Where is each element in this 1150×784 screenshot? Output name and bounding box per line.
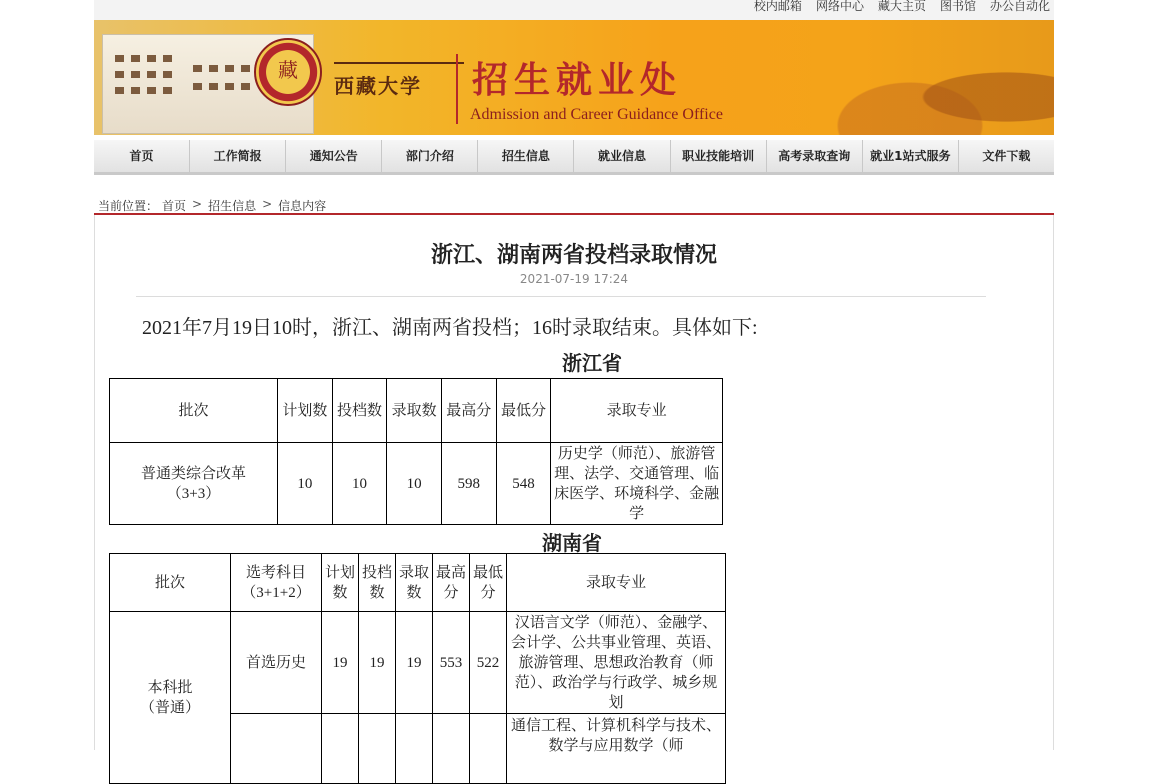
table-cell [396, 714, 433, 784]
table-header: 批次 [110, 379, 278, 443]
link-library[interactable]: 图书馆 [939, 0, 976, 13]
zhejiang-heading: 浙江省 [562, 351, 622, 375]
breadcrumb-admission-info[interactable]: 招生信息 [208, 199, 257, 213]
link-network-center[interactable]: 网络中心 [815, 0, 864, 13]
article-date: 2021-07-19 17:24 [519, 272, 629, 286]
link-university-home[interactable]: 藏大主页 [877, 0, 926, 13]
table-cell [322, 714, 359, 784]
table-cell-batch: 本科批（普通） [110, 612, 231, 784]
table-header: 选考科目（3+1+2） [231, 554, 322, 612]
table-header: 计划数 [322, 554, 359, 612]
table-cell [470, 714, 507, 784]
table-header: 最低分 [496, 379, 551, 443]
table-cell: 10 [278, 443, 333, 525]
table-header: 录取数 [387, 379, 442, 443]
nav-home[interactable]: 首页 [94, 140, 190, 172]
main-nav [94, 140, 1054, 175]
hunan-table [109, 553, 726, 784]
table-cell: 首选历史 [231, 612, 322, 714]
table-cell [433, 714, 470, 784]
table-cell: 19 [359, 612, 396, 714]
table-header: 录取专业 [507, 554, 726, 612]
table-header: 投档数 [332, 379, 387, 443]
link-campus-mail[interactable]: 校内邮箱 [753, 0, 802, 13]
top-utility-bar [94, 0, 1054, 20]
table-cell: 通信工程、计算机科学与技术、数学与应用数学（师 [507, 714, 726, 784]
nav-vocational-training[interactable]: 职业技能培训 [671, 140, 767, 172]
breadcrumb-separator: > [262, 197, 273, 211]
university-name: 西藏大学 [334, 74, 422, 98]
table-cell: 10 [387, 443, 442, 525]
office-title: 招生就业处 [472, 59, 683, 101]
nav-department-intro[interactable]: 部门介绍 [382, 140, 478, 172]
link-office-automation[interactable]: 办公自动化 [989, 0, 1050, 13]
breadcrumb-home[interactable]: 首页 [162, 199, 187, 213]
university-seal-logo: 藏 [254, 38, 322, 106]
breadcrumb-label: 当前位置： [98, 199, 159, 213]
table-header: 投档数 [359, 554, 396, 612]
table-cell: 548 [496, 443, 551, 525]
title-divider [456, 54, 458, 124]
table-header: 录取数 [396, 554, 433, 612]
nav-admission-query[interactable]: 高考录取查询 [767, 140, 863, 172]
title-divider-line [136, 296, 986, 297]
table-cell: 553 [433, 612, 470, 714]
article-intro: 2021年7月19日10时，浙江、湖南两省投档；16时录取结束。具体如下: [142, 317, 758, 339]
table-header: 最高分 [441, 379, 496, 443]
table-cell [231, 714, 322, 784]
hunan-heading: 湖南省 [542, 531, 602, 555]
table-header: 批次 [110, 554, 231, 612]
table-header: 录取专业 [551, 379, 723, 443]
table-header: 最低分 [470, 554, 507, 612]
nav-notices[interactable]: 通知公告 [286, 140, 382, 172]
zhejiang-table [109, 378, 723, 525]
nav-downloads[interactable]: 文件下载 [982, 149, 1031, 163]
table-cell: 历史学（师范）、旅游管理、法学、交通管理、临床医学、环境科学、金融学 [551, 443, 723, 525]
breadcrumb [98, 197, 326, 214]
table-cell: 10 [332, 443, 387, 525]
breadcrumb-separator: > [192, 197, 203, 211]
table-cell [359, 714, 396, 784]
table-cell: 19 [396, 612, 433, 714]
office-title-english: Admission and Career Guidance Office [470, 106, 723, 123]
table-cell: 普通类综合改革（3+3） [110, 443, 278, 525]
table-header: 计划数 [278, 379, 333, 443]
breadcrumb-current: 信息内容 [278, 199, 327, 213]
article-title: 浙江、湖南两省投档录取情况 [430, 243, 717, 268]
table-cell: 598 [441, 443, 496, 525]
nav-employment-one-stop[interactable]: 就业1站式服务 [863, 140, 959, 172]
table-cell: 522 [470, 612, 507, 714]
nav-work-briefing[interactable]: 工作简报 [190, 140, 286, 172]
table-cell: 汉语言文学（师范）、金融学、会计学、公共事业管理、英语、旅游管理、思想政治教育（师范）、政治学与行政学、城乡规划 [507, 612, 726, 714]
nav-employment-info[interactable]: 就业信息 [574, 140, 670, 172]
great-wall-decoration [814, 40, 1054, 135]
nav-admission-info[interactable]: 招生信息 [478, 140, 574, 172]
table-header: 最高分 [433, 554, 470, 612]
tibetan-script-decoration [334, 46, 464, 64]
table-cell: 19 [322, 612, 359, 714]
header-banner [94, 20, 1054, 135]
